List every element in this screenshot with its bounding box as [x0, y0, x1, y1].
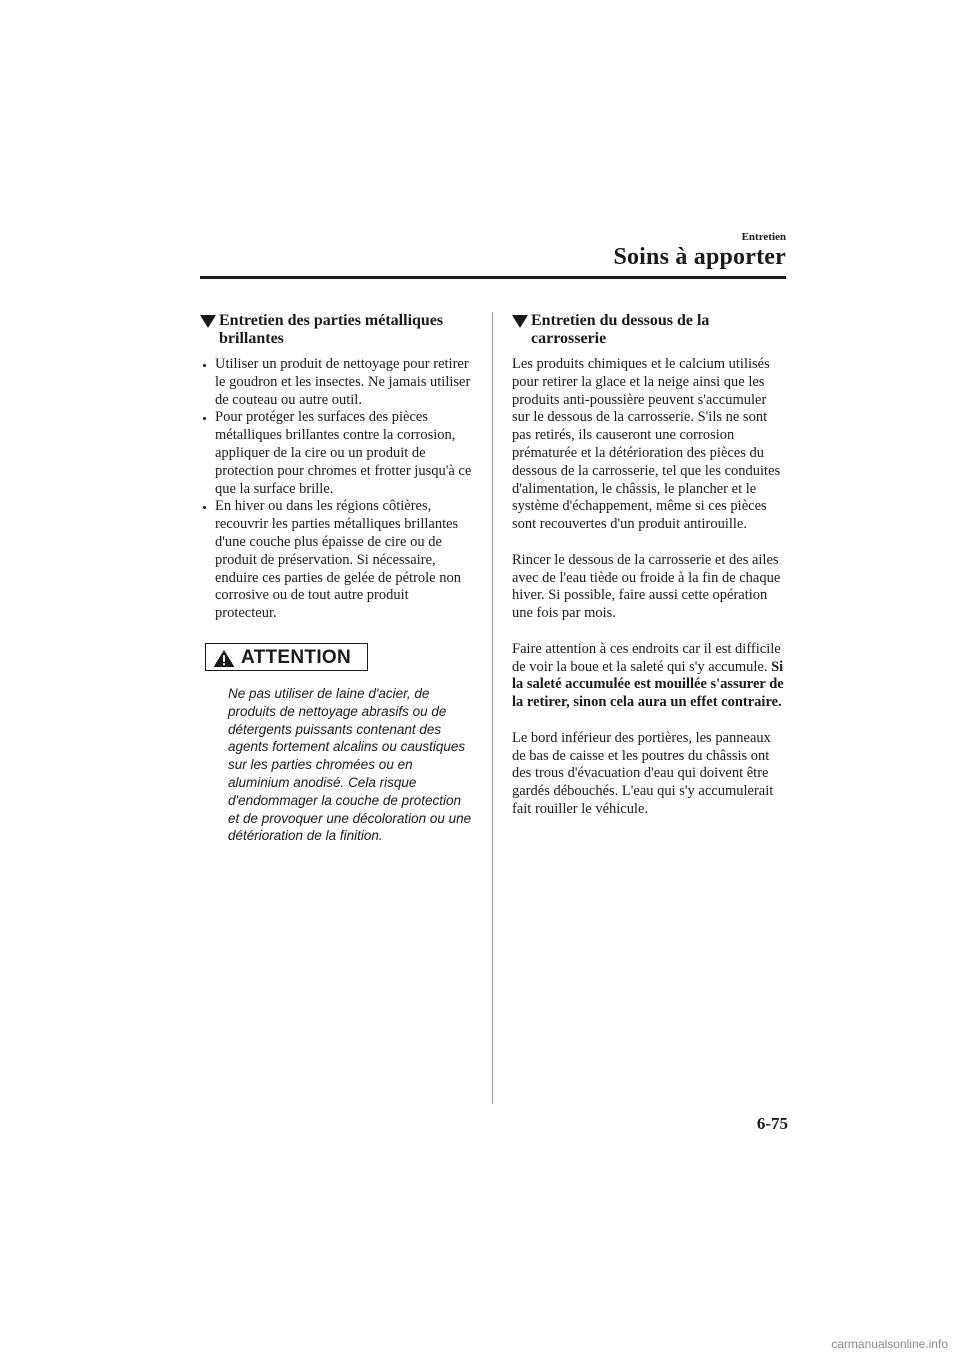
- right-column: [512, 312, 784, 837]
- triangle-down-icon: [200, 315, 216, 328]
- paragraph-bold-text: Si la saleté accumulée est mouillée s'assurer de la retirer, sinon cela aura un effet contraire.: [512, 658, 784, 711]
- watermark: carmanualsonline.info: [831, 1337, 948, 1351]
- attention-box: [205, 643, 368, 671]
- list-item-text: Utiliser un produit de nettoyage pour retirer le goudron et les insectes. Ne jamais utiliser de couteau ou autre outil.: [215, 356, 471, 408]
- paragraph: [512, 641, 784, 712]
- section-heading-metal: [200, 312, 472, 348]
- section-heading-text: Entretien du dessous de la carrosserie: [531, 312, 710, 347]
- bullet-dot-icon: [203, 364, 206, 367]
- triangle-down-icon: [512, 315, 528, 328]
- paragraph: Les produits chimiques et le calcium utilisés pour retirer la glace et la neige ainsi que les produits anti-poussière peuvent s'accumuler sur le dessous de la carrosserie. S'ils ne sont pas retirés, ils causeront une corrosion prématurée et la détérioration des pièces du dessous de la carrosserie, tel que les conduites d'alimentation, le châssis, le plancher et le système d'échappement, même si ces pièces sont recouvertes d'un produit antirouille.: [512, 356, 781, 533]
- header-rule: [200, 276, 786, 279]
- list-item: [200, 356, 472, 409]
- warning-triangle-icon: [212, 649, 236, 668]
- header-title: Soins à apporter: [613, 244, 786, 270]
- bullet-dot-icon: [203, 506, 206, 509]
- list-item-text: En hiver ou dans les régions côtières, recouvrir les parties métalliques brillantes d'une couche plus épaisse de cire ou de produit de préservation. Si nécessaire, enduire ces parties de gelée de pétrole non corrosive ou de tout autre produit protecteur.: [215, 498, 461, 622]
- section-heading-text: Entretien des parties métalliques brillantes: [219, 312, 444, 347]
- list-item: [200, 409, 472, 498]
- page-number: 6-75: [756, 1114, 788, 1133]
- paragraph: Rincer le dessous de la carrosserie et des ailes avec de l'eau tiède ou froide à la fin de chaque hiver. Si possible, faire aussi cette opération une fois par mois.: [512, 551, 781, 622]
- left-column: [200, 312, 472, 845]
- paragraph: Le bord inférieur des portières, les panneaux de bas de caisse et les poutres du châssis ont des trous d'évacuation d'eau qui doivent être gardés débouchés. L'eau qui s'y accumulerait fait rouiller le véhicule.: [512, 729, 774, 817]
- attention-label: ATTENTION: [241, 646, 352, 668]
- section-heading-underbody: [512, 312, 784, 348]
- header-chapter: Entretien: [741, 231, 786, 243]
- paragraph-text: Faire attention à ces endroits car il est difficile de voir la boue et la saleté qui s'y accumule.: [512, 640, 781, 675]
- bullet-list: [200, 356, 472, 623]
- list-item: [200, 498, 472, 623]
- bullet-dot-icon: [203, 417, 206, 420]
- column-divider: [492, 312, 493, 1104]
- list-item-text: Pour protéger les surfaces des pièces métalliques brillantes contre la corrosion, appliquer de la cire ou un produit de protection pour chromes et frotter jusqu'à ce que la surface brille.: [215, 409, 472, 497]
- attention-text: Ne pas utiliser de laine d'acier, de produits de nettoyage abrasifs ou de détergents puissants contenant des agents fortement alcalins ou caustiques sur les parties chromées ou en aluminium anodisé. Cela risque d'endommager la couche de protection et de provoquer une décoloration ou une détérioration de la finition.: [228, 685, 472, 844]
